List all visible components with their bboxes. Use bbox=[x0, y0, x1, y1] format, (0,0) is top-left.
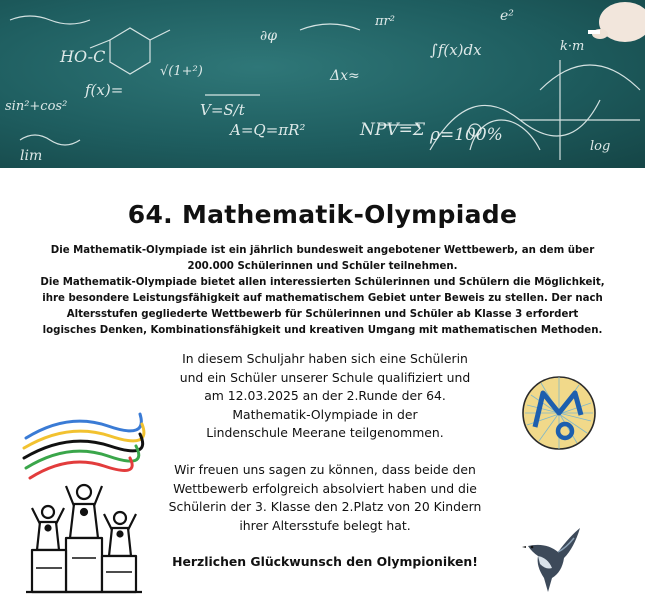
hero-chalkboard-image bbox=[0, 0, 645, 168]
page-title: 64. Mathematik-Olympiade bbox=[127, 200, 518, 229]
announcement-text bbox=[165, 350, 485, 572]
chalkboard-formulas bbox=[0, 0, 645, 168]
intro-paragraph: Die Mathematik-Olympiade ist ein jährlich bundesweit angebotener Wettbewerb, an dem über 200.000 Schülerinnen und Schüler teilnehmen. bbox=[50, 245, 595, 272]
body-line: In diesem Schuljahr haben sich eine Schülerin bbox=[182, 351, 468, 366]
molecule-icon bbox=[110, 28, 150, 74]
formula-text: A=Q=πR² bbox=[230, 121, 306, 139]
body-line: Schülerin der 3. Klasse den 2.Platz von 20 Kindern bbox=[168, 499, 482, 515]
congratulations-text: Herzlichen Glückwunsch den Olympioniken! bbox=[172, 554, 478, 570]
formula-text: lim bbox=[20, 148, 43, 164]
intro-paragraph: Die Mathematik-Olympiade bietet allen interessierten Schülerinnen und Schülern die Möglichkeit, ihre besondere Leistungsfähigkeit auf mathematischem Gebiet unter Beweis zu stellen. Der nach Altersstufen gegliederte Wettbewerb für Schülerinnen und Schüler ab Klasse 3 erfordert logisches Denken, Kombinationsfähigkeit und kreativen Umgang mit mathematischen Methoden. bbox=[40, 276, 605, 336]
body-line: am 12.03.2025 an der 2.Runde der 64. bbox=[204, 388, 446, 404]
math-olympiad-emblem-icon bbox=[521, 375, 597, 451]
body-line: Mathematik-Olympiade in der bbox=[232, 406, 418, 422]
formula-text: k·m bbox=[560, 39, 585, 54]
formula-text: ∫f(x)dx bbox=[430, 41, 482, 59]
formula-text: NPV=Σ bbox=[360, 120, 425, 140]
formula-text: log bbox=[590, 139, 611, 154]
hand-with-chalk bbox=[588, 2, 645, 42]
formula-text: √(1+²) bbox=[160, 64, 203, 79]
body-line: und ein Schüler unserer Schule qualifiziert und bbox=[179, 369, 471, 385]
body-line: ihrer Altersstufe belegt hat. bbox=[239, 517, 411, 533]
paragraph-gap bbox=[165, 443, 485, 461]
formula-text: sin²+cos² bbox=[5, 99, 68, 114]
body-line: Lindenschule Meerane teilgenommen. bbox=[206, 425, 444, 441]
formula-text: HO-C bbox=[60, 47, 106, 66]
body-line: Wettbewerb erfolgreich absolviert haben und die bbox=[173, 480, 477, 496]
body-line: Wir freuen uns sagen zu können, dass beide den bbox=[174, 461, 476, 477]
formula-text: Δx≈ bbox=[330, 68, 360, 84]
swallow-bird-icon bbox=[522, 522, 582, 594]
intro-text bbox=[40, 243, 605, 338]
formula-text: πr² bbox=[375, 14, 395, 29]
formula-text: V=S/t bbox=[200, 101, 245, 119]
formula-text: e² bbox=[500, 8, 514, 24]
formula-text: f(x)= bbox=[85, 81, 124, 99]
formula-text: ρ=100% bbox=[430, 125, 503, 145]
podium-winners-icon bbox=[18, 408, 148, 596]
formula-text: ∂φ bbox=[260, 28, 278, 44]
